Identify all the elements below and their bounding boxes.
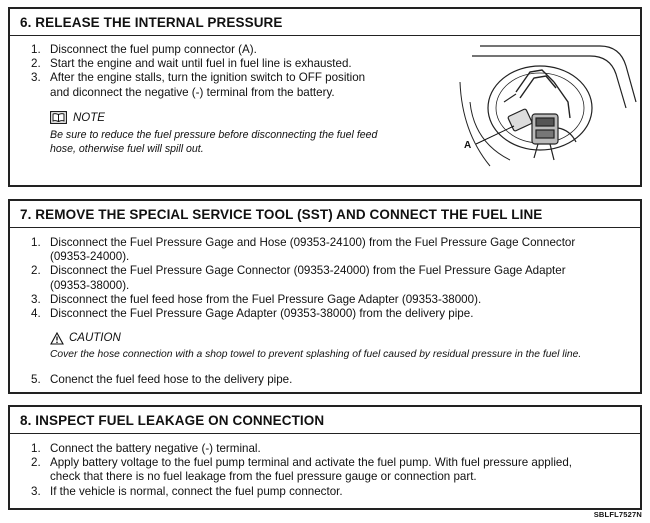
section-7-title: 7. REMOVE THE SPECIAL SERVICE TOOL (SST) AND CONNECT THE FUEL LINE [10,201,640,228]
section-inspect-leakage [8,405,642,510]
section-release-pressure [8,7,642,187]
list-item: 4. Disconnect the Fuel Pressure Gage Adapter (09353-38000) from the delivery pipe. [31,307,474,321]
section-8-steps [10,434,640,499]
note-label: NOTE [73,111,105,124]
list-item: 2. Start the engine and wait until fuel in fuel line is exhausted. [31,57,352,71]
illustration-label-a: A [464,140,472,151]
caution-text: Cover the hose connection with a shop towel to prevent splashing of fuel caused by residual pressure in the fuel line. [50,349,582,361]
section-7-body [10,228,640,388]
section-6-title: 6. RELEASE THE INTERNAL PRESSURE [10,9,640,36]
list-item: 1. Disconnect the fuel pump connector (A). [31,43,257,56]
section-8-title: 8. INSPECT FUEL LEAKAGE ON CONNECTION [10,407,640,434]
caution-label: CAUTION [69,332,121,345]
list-item: 3. If the vehicle is normal, connect the fuel pump connector. [31,484,343,498]
book-icon [50,111,67,124]
caution-heading [50,331,640,345]
list-item: 3. After the engine stalls, turn the ignition switch to OFF position and diconnect the negative (-) terminal from the battery. [31,71,366,99]
section-6-body [10,36,640,156]
section-7-steps-continued [10,362,640,387]
section-remove-sst [8,199,642,394]
list-item: 1. Connect the battery negative (-) terminal. [31,442,261,455]
list-item: 2. Apply battery voltage to the fuel pump terminal and activate the fuel pump. With fuel pressure applied, check that there is no fuel leakage from the fuel pressure gauge or connection part. [31,456,573,484]
list-item: 2. Disconnect the Fuel Pressure Gage Connector (09353-24000) from the Fuel Pressure Gage Adapter (09353-38000). [31,264,566,292]
fuel-pump-illustration [450,42,638,170]
section-8-body [10,434,640,499]
figure-code: SBLFL7527N [593,510,642,519]
list-item: 1. Disconnect the Fuel Pressure Gage and Hose (09353-24100) from the Fuel Pressure Gage Connector (09353-24000). [31,236,576,264]
section-7-steps [10,228,640,321]
note-text: Be sure to reduce the fuel pressure before disconnecting the fuel feed hose, otherwise fuel will spill out. [50,129,378,156]
list-item: 5. Conenct the fuel feed hose to the delivery pipe. [31,373,293,387]
warning-triangle-icon [50,332,64,345]
list-item: 3. Disconnect the fuel feed hose from the Fuel Pressure Gage Adapter (09353-38000). [31,292,482,306]
